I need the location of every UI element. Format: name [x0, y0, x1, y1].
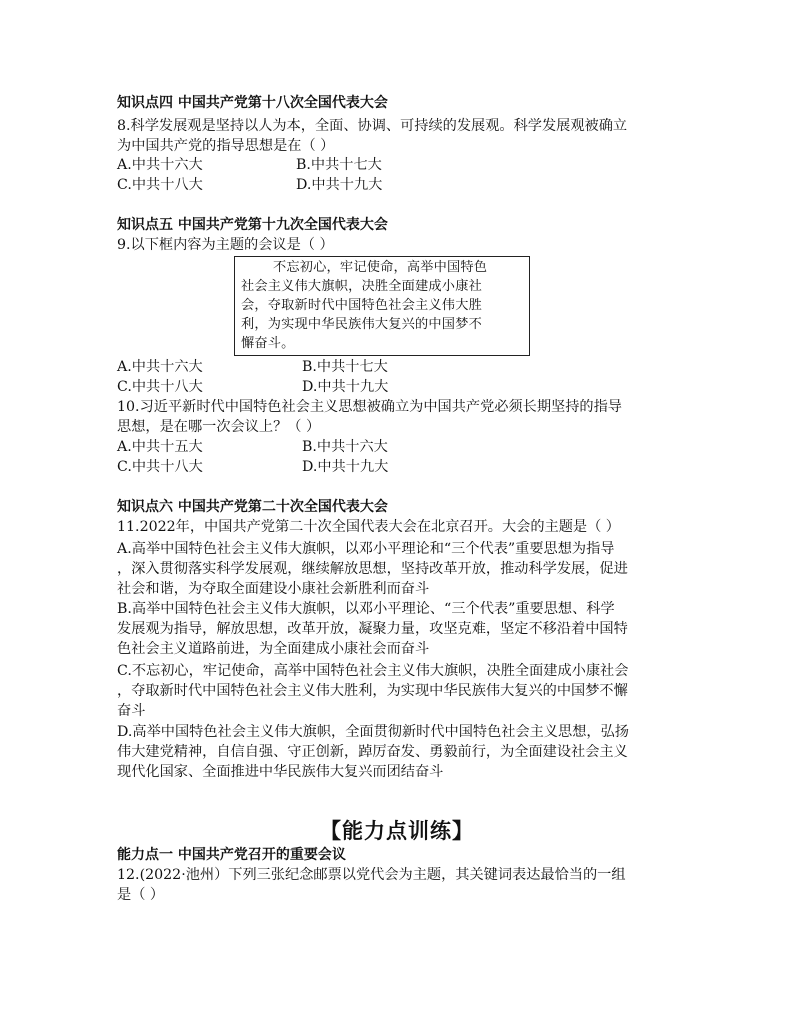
- question-8-option-c: C.中共十八大: [117, 177, 203, 193]
- question-9-quote-box: [234, 256, 530, 356]
- ability-training-section-title: 【能力点训练】: [320, 819, 474, 843]
- quote-line-4: 利，为实现中华民族伟大复兴的中国梦不: [241, 317, 482, 332]
- quote-line-3: 会，夺取新时代中国特色社会主义伟大胜: [241, 298, 482, 313]
- question-11-option-d-line-1: D.高举中国特色社会主义伟大旗帜，全面贯彻新时代中国特色社会主义思想，弘扬: [117, 724, 629, 740]
- question-8-option-a: A.中共十六大: [117, 157, 203, 173]
- question-11-option-d-line-2: 伟大建党精神，自信自强、守正创新，踔厉奋发、勇毅前行，为全面建设社会主义: [117, 744, 628, 760]
- knowledge-point-5-heading: 知识点五 中国共产党第十九次全国代表大会: [117, 217, 388, 233]
- question-11-option-d-line-3: 现代化国家、全面推进中华民族伟大复兴而团结奋斗: [117, 764, 444, 780]
- question-11-option-c-line-2: ，夺取新时代中国特色社会主义伟大胜利，为实现中华民族伟大复兴的中国梦不懈: [117, 683, 628, 699]
- question-9-option-d: D.中共十九大: [302, 379, 389, 395]
- question-11-option-a-line-3: 社会和谐，为夺取全面建设小康社会新胜利而奋斗: [117, 581, 430, 597]
- question-8-stem-line-1: 8.科学发展观是坚持以人为本，全面、协调、可持续的发展观。科学发展观被确立: [117, 118, 628, 134]
- question-11-option-a-line-1: A.高举中国特色社会主义伟大旗帜，以邓小平理论和“三个代表”重要思想为指导: [117, 541, 615, 557]
- question-11-option-b-line-1: B.高举中国特色社会主义伟大旗帜，以邓小平理论、“三个代表”重要思想、科学: [117, 601, 615, 617]
- question-10-option-d: D.中共十九大: [302, 459, 389, 475]
- question-11-option-c-line-3: 奋斗: [117, 703, 146, 719]
- quote-line-1: 不忘初心，牢记使命，高举中国特色: [273, 260, 488, 275]
- knowledge-point-6-heading: 知识点六 中国共产党第二十次全国代表大会: [117, 499, 388, 515]
- quote-line-2: 社会主义伟大旗帜，决胜全面建成小康社: [241, 279, 482, 294]
- question-10-option-a: A.中共十五大: [117, 439, 203, 455]
- question-8-option-b: B.中共十七大: [296, 157, 382, 173]
- knowledge-point-4-heading: 知识点四 中国共产党第十八次全国代表大会: [117, 95, 388, 111]
- ability-point-1-heading: 能力点一 中国共产党召开的重要会议: [117, 847, 346, 863]
- question-11-option-a-line-2: ，深入贯彻落实科学发展观，继续解放思想，坚持改革开放，推动科学发展，促进: [117, 561, 628, 577]
- question-11-option-b-line-2: 发展观为指导，解放思想，改革开放，凝聚力量，攻坚克难，坚定不移沿着中国特: [117, 621, 628, 637]
- quote-line-5: 懈奋斗。: [241, 336, 295, 351]
- question-10-option-b: B.中共十六大: [302, 439, 388, 455]
- question-9-option-b: B.中共十七大: [302, 359, 388, 375]
- question-12-stem-line-1: 12.(2022·池州）下列三张纪念邮票以党代会为主题，其关键词表达最恰当的一组: [117, 867, 626, 883]
- question-9-option-c: C.中共十八大: [117, 379, 203, 395]
- question-11-stem: 11.2022年，中国共产党第二十次全国代表大会在北京召开。大会的主题是（ ）: [117, 519, 620, 535]
- question-11-option-b-line-3: 色社会主义道路前进，为全面建成小康社会而奋斗: [117, 641, 430, 657]
- question-8-stem-line-2: 为中国共产党的指导思想是在（ ）: [117, 138, 335, 154]
- question-9-option-a: A.中共十六大: [117, 359, 203, 375]
- question-12-stem-line-2: 是（ ）: [117, 887, 165, 903]
- question-10-stem-line-1: 10.习近平新时代中国特色社会主义思想被确立为中国共产党必须长期坚持的指导: [117, 399, 622, 415]
- question-9-stem: 9.以下框内容为主题的会议是（ ）: [117, 237, 334, 253]
- question-8-option-d: D.中共十九大: [296, 177, 383, 193]
- question-11-option-c-line-1: C.不忘初心，牢记使命，高举中国特色社会主义伟大旗帜，决胜全面建成小康社会: [117, 663, 629, 679]
- question-10-option-c: C.中共十八大: [117, 459, 203, 475]
- question-10-stem-line-2: 思想，是在哪一次会议上？（ ）: [117, 419, 321, 435]
